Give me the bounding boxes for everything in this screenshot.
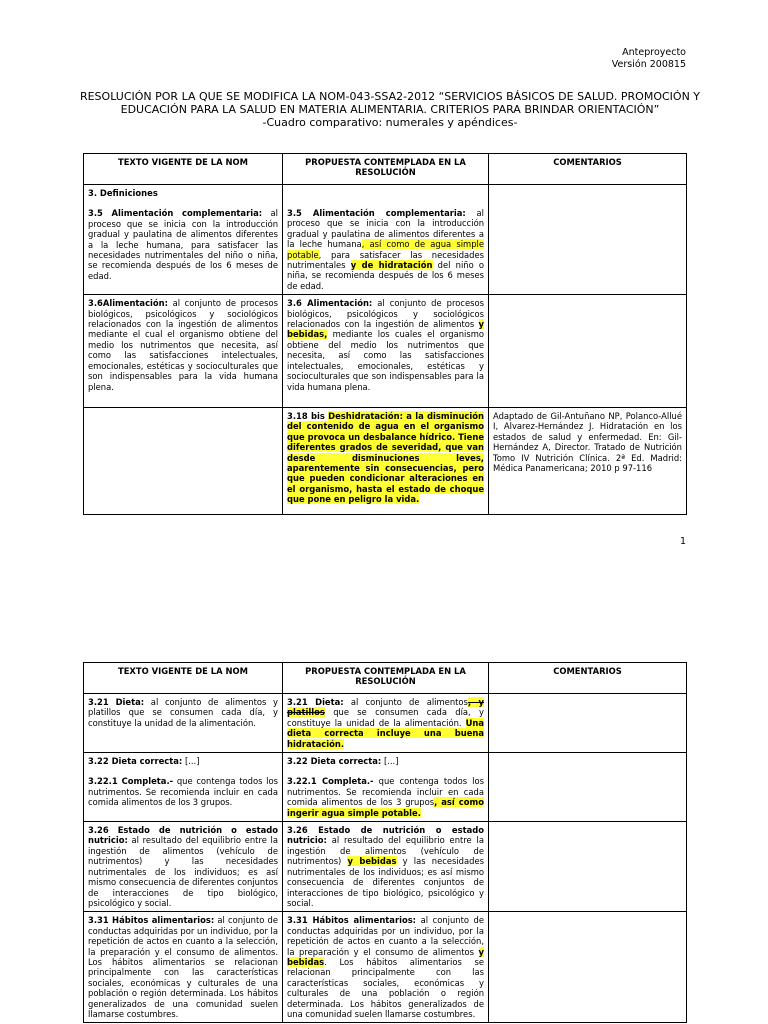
highlighted-change: , así como de agua simple potable [287,239,484,260]
section-heading: 3. Definiciones [88,188,158,198]
definition-text: que se consumen cada día, y constituye la unidad de la alimentación. [287,707,484,728]
definition-text: , para satisfacer las necesidades nutrimentales [287,249,484,271]
header-version: Versión 200815 [611,59,686,70]
highlighted-change: y bebidas [287,946,484,967]
definition-text: mediante los cuales el organismo obtiene del medio los nutrimentos que necesita, así como las satisfacciones intelectuales, emocionales, estéticas y socioculturales que son indispensables para la vida humana plena. [287,329,484,392]
definition-label: 3.26 Estado de nutrición o estado nutricio: [88,825,278,846]
definition-label: 3.18 bis [287,410,329,421]
definition-text: al conjunto de conductas adquiridas por un individuo, por la repetición de actos en cuanto a la selección, la preparación y el consumo de alimentos [287,915,484,957]
definition-label: 3.5 Alimentación complementaria: [88,208,263,219]
definition-label: 3.5 Alimentación complementaria: [287,208,466,218]
highlighted-change: y bebidas, [287,319,484,340]
definition-text: al proceso que se inicia con la introducción gradual y paulatina de alimentos diferentes a la leche humana, para satisfacer las necesidades nutrimentales del niño o niña, se recomienda después de los 6 meses de edad. [88,208,278,281]
page-number: 1 [679,536,686,547]
column-header-current-text: TEXTO VIGENTE DE LA NOM [84,154,283,185]
comment-cell [489,753,687,822]
current-text-cell [84,295,283,408]
current-text-cell [84,912,283,1023]
definition-text: . Los hábitos alimentarios se relacionan principalmente con las características sociales, económicas y culturales de una población o región determinada. Los hábitos generalizados de una comunidad suelen llamarse costumbres. [287,956,484,1019]
current-text-cell [84,753,283,822]
highlighted-deletion: , y platillos [287,697,484,718]
table-row [84,912,687,1023]
table-row [84,822,687,912]
current-text-cell [84,822,283,912]
current-text-cell [84,407,283,514]
definition-text: al conjunto de procesos biológicos, psicológicos y sociológicos relacionados con la ingestión de alimentos [287,298,484,330]
definition-label: 3.22.1 Completa.- [88,776,174,787]
definition-label: 3.26 Estado de nutrición o estado nutricio: [287,825,484,846]
proposal-cell [283,185,489,295]
table-row [84,753,687,822]
proposal-cell [283,407,489,514]
comment-cell [489,694,687,753]
column-header-proposal: PROPUESTA CONTEMPLADA EN LA RESOLUCIÓN [283,663,489,694]
definition-text: al resultado del equilibrio entre la ingestión de alimentos (vehículo de nutrimentos) [287,835,484,867]
column-header-proposal: PROPUESTA CONTEMPLADA EN LA RESOLUCIÓN [283,154,489,185]
definition-text: al conjunto de procesos biológicos, psicológicos y sociológicos relacionados con la ingestión de alimentos mediante el cual el organismo obtiene del medio los nutrimentos que necesita, así como las satisfacciones intelectuales, emocionales, estéticas y socioculturales que son indispensables para la vida humana plena. [88,298,278,392]
comment-cell [489,822,687,912]
definition-label: 3.31 Hábitos alimentarios: [88,915,215,926]
definition-label: 3.22 Dieta correcta: [287,756,382,767]
column-header-comments: COMENTARIOS [489,154,687,185]
header-draft-label: Anteproyecto [622,47,686,58]
definition-label: 3.6Alimentación: [88,298,168,309]
table-row [84,407,687,514]
definition-text: al proceso que se inicia con la introducción gradual y paulatina de alimentos diferentes a la leche humana [287,208,485,250]
document-header [612,47,686,71]
proposal-cell [283,694,489,753]
definition-text: que contenga todos los nutrimentos. Se recomienda incluir en cada comida alimentos de los 3 grupos [287,776,484,808]
title-line-2: EDUCACIÓN PARA LA SALUD EN MATERIA ALIMENTARIA. CRITERIOS PARA BRINDAR ORIENTACIÓN” [120,103,660,116]
highlighted-change: y de hidratación [350,260,433,271]
definition-label: 3.31 Hábitos alimentarios: [287,915,417,926]
highlighted-change: y bebidas [347,856,397,867]
proposal-cell [283,912,489,1023]
proposal-cell [283,822,489,912]
table-row [84,694,687,753]
title-subtitle: -Cuadro comparativo: numerales y apéndices- [262,116,518,129]
comparison-table-1 [83,153,687,515]
column-header-comments: COMENTARIOS [489,663,687,694]
definition-label: 3.21 Dieta: [88,697,145,707]
highlighted-change: Una dieta correcta incluye una buena hidratación. [287,717,484,749]
definition-text: [...] [381,756,399,767]
definition-label: 3.22 Dieta correcta: [88,756,183,767]
column-header-current-text: TEXTO VIGENTE DE LA NOM [84,663,283,694]
current-text-cell [84,185,283,295]
definition-text: del niño o niña, se recomienda después de los 6 meses de edad. [287,260,484,291]
definition-text: al conjunto de conductas adquiridas por un individuo, por la repetición de actos en cuanto a la selección, la preparación y el consumo de alimentos. Los hábitos alimentarios se relacionan principalmente con las características sociales, económicas y culturales de una población o región determinada. Los hábitos generalizados de una comunidad suelen llamarse costumbres. [88,915,278,1019]
definition-label: 3.6 Alimentación: [287,298,373,309]
comment-cell [489,295,687,408]
comment-cell [489,185,687,295]
document-title [60,90,720,129]
definition-text: que contenga todos los nutrimentos. Se recomienda incluir en cada comida alimentos de los 3 grupos. [88,776,278,808]
definition-text: [...] [182,756,200,767]
table-row [84,295,687,408]
highlighted-change: Deshidratación: a la disminución del contenido de agua en el organismo que provoca un desbalance hídrico. Tiene diferentes grados de severidad, que van desde disminuciones leves, aparentemente sin consecuencias, pero que pueden condicionar alteraciones en el organismo, hasta el estado de choque que pone en peligro la vida. [287,410,484,505]
highlighted-change: , así como ingerir agua simple potable. [287,797,484,818]
definition-label: 3.22.1 Completa.- [287,776,374,787]
table-header-row [84,663,687,694]
proposal-cell [283,295,489,408]
definition-text: al conjunto de alimentos y platillos que se consumen cada día, y constituye la unidad de la alimentación. [88,697,278,728]
definition-label: 3.21 Dieta: [287,697,344,707]
comparison-table-2 [83,662,687,1023]
definition-text: al conjunto de alimentos [343,697,468,707]
definition-text: y las necesidades nutrimentales de los individuos; es así mismo consecuencia de diferentes conjuntos de interacciones de tipo biológico, psicológico y social. [287,856,484,908]
current-text-cell [84,694,283,753]
comment-cell: Adaptado de Gil-Antuñano NP, Polanco-Allué I, Alvarez-Hernández J. Hidratación en los estados de salud y enfermedad. En: Gil-Hernández A, Director. Tratado de Nutrición Tomo IV Nutrición Clínica. 2ª Ed. Madrid: Médica Panamericana; 2010 p 97-116 [489,407,687,514]
table-row [84,185,687,295]
comment-cell [489,912,687,1023]
proposal-cell [283,753,489,822]
table-header-row [84,154,687,185]
title-line-1: RESOLUCIÓN POR LA QUE SE MODIFICA LA NOM-043-SSA2-2012 “SERVICIOS BÁSICOS DE SALUD. PROMOCIÓN Y [79,90,701,103]
definition-text: al resultado del equilibrio entre la ingestión de alimentos (vehículo de nutrimentos) y las necesidades nutrimentales de los individuos; es así mismo consecuencia de diferentes conjuntos de interacciones de tipo biológico, psicológico y social. [88,835,278,908]
